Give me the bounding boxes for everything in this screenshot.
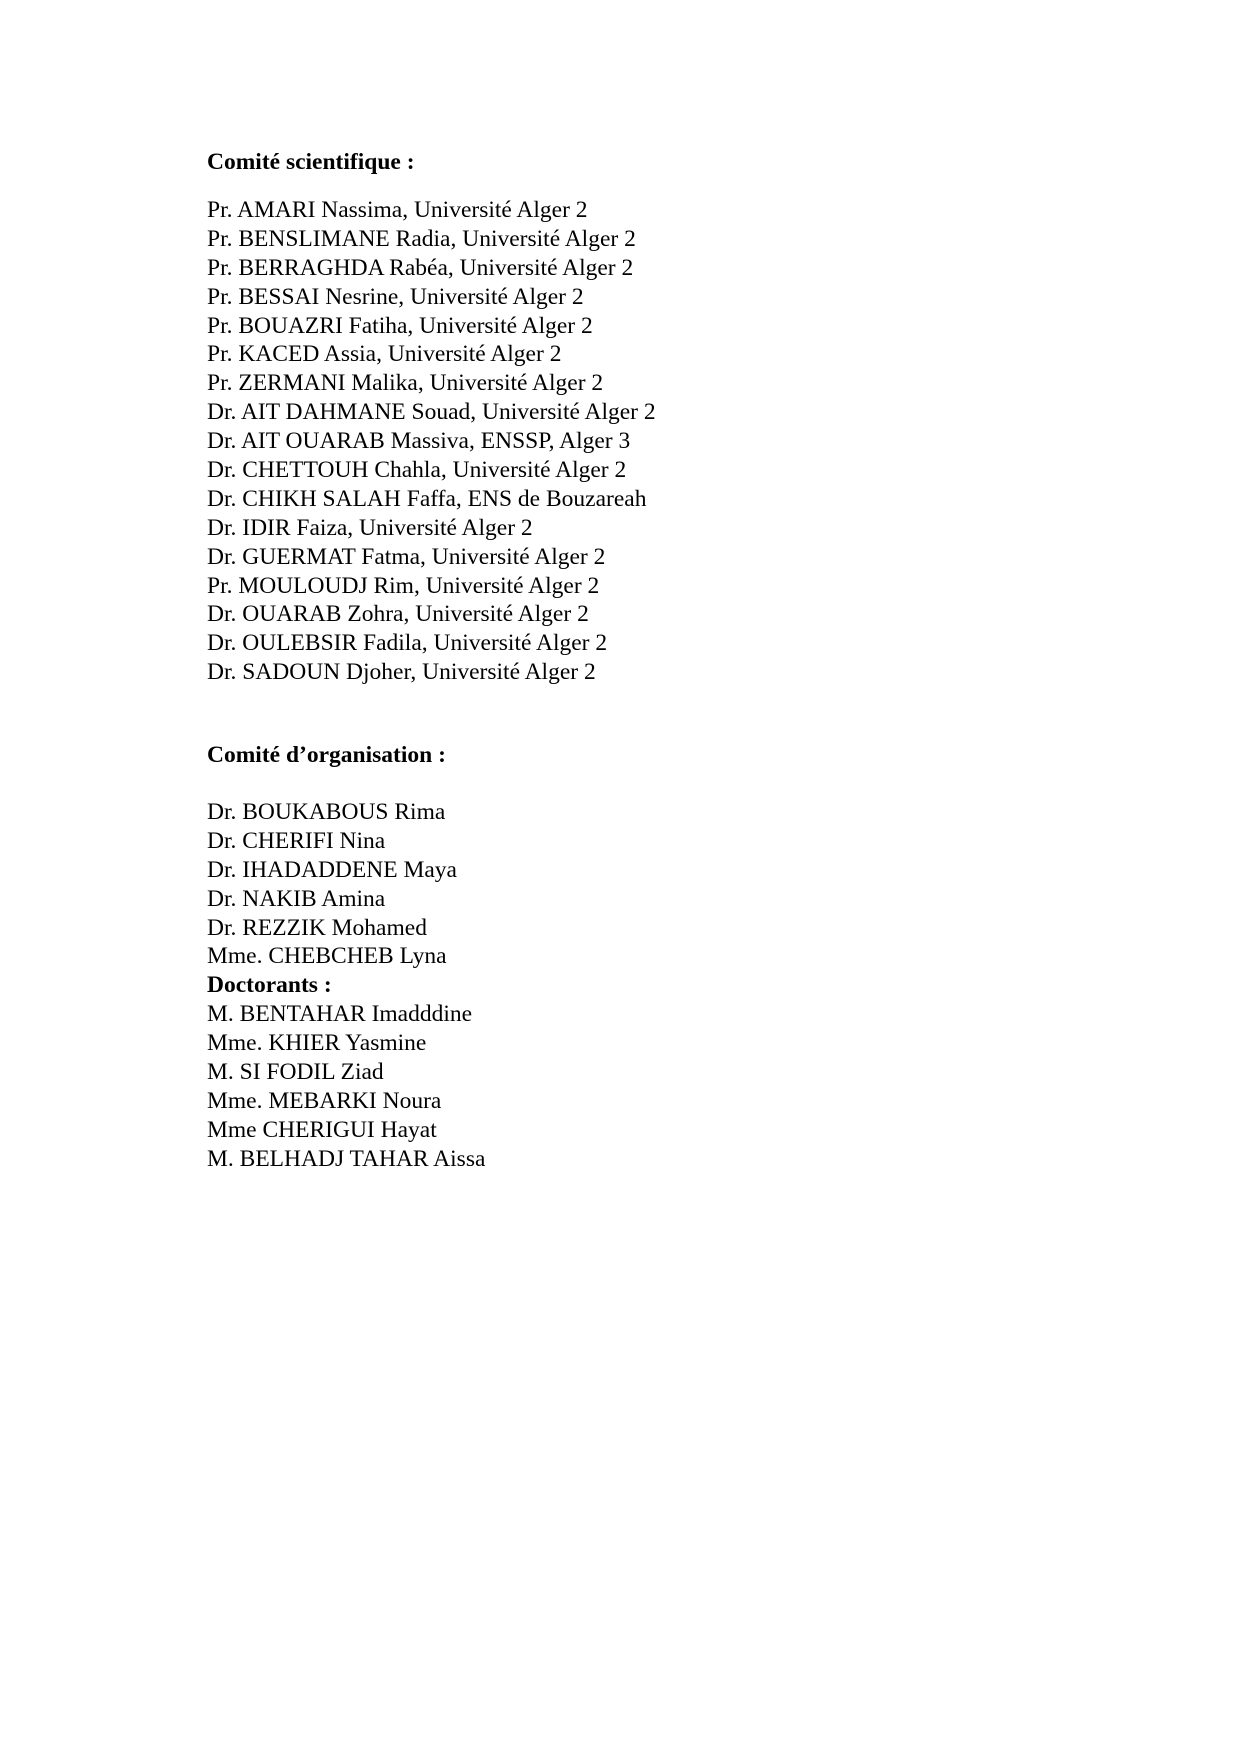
- doctoral-students-heading: Doctorants :: [207, 972, 332, 999]
- list-item: Dr. OUARAB Zohra, Université Alger 2: [207, 601, 589, 628]
- list-item: Mme. MEBARKI Noura: [207, 1087, 442, 1114]
- list-item: Dr. IDIR Faiza, Université Alger 2: [207, 514, 533, 541]
- list-item: Mme. KHIER Yasmine: [207, 1030, 427, 1057]
- list-item: Dr. NAKIB Amina: [207, 885, 386, 912]
- list-item: Pr. BENSLIMANE Radia, Université Alger 2: [207, 225, 636, 252]
- list-item: Dr. AIT OUARAB Massiva, ENSSP, Alger 3: [207, 428, 631, 455]
- list-item: Mme. CHEBCHEB Lyna: [207, 943, 447, 970]
- list-item: Dr. OULEBSIR Fadila, Université Alger 2: [207, 630, 608, 657]
- list-item: M. BENTAHAR Imadddine: [207, 1001, 473, 1028]
- list-item: Dr. IHADADDENE Maya: [207, 856, 457, 883]
- scientific-committee-heading: Comité scientifique :: [207, 149, 415, 175]
- organizing-committee-list: [207, 798, 485, 1174]
- scientific-committee-list: [207, 196, 656, 687]
- list-item: Pr. BOUAZRI Fatiha, Université Alger 2: [207, 312, 593, 339]
- list-item: Dr. AIT DAHMANE Souad, Université Alger 2: [207, 399, 656, 426]
- list-item: Dr. CHIKH SALAH Faffa, ENS de Bouzareah: [207, 485, 647, 512]
- list-item: M. SI FODIL Ziad: [207, 1059, 384, 1086]
- list-item: Dr. SADOUN Djoher, Université Alger 2: [207, 659, 596, 686]
- list-item: Dr. CHERIFI Nina: [207, 827, 386, 854]
- list-item: Dr. BOUKABOUS Rima: [207, 799, 446, 825]
- list-item: Dr. REZZIK Mohamed: [207, 914, 427, 941]
- organizing-committee-heading: Comité d’organisation :: [207, 742, 446, 768]
- list-item: Pr. ZERMANI Malika, Université Alger 2: [207, 370, 604, 397]
- list-item: Mme CHERIGUI Hayat: [207, 1116, 437, 1143]
- list-item: Dr. GUERMAT Fatma, Université Alger 2: [207, 543, 606, 570]
- list-item: Pr. BERRAGHDA Rabéa, Université Alger 2: [207, 254, 634, 281]
- list-item: Pr. AMARI Nassima, Université Alger 2: [207, 197, 588, 223]
- list-item: Pr. KACED Assia, Université Alger 2: [207, 341, 562, 368]
- list-item: Pr. MOULOUDJ Rim, Université Alger 2: [207, 572, 600, 599]
- list-item: M. BELHADJ TAHAR Aissa: [207, 1145, 486, 1172]
- list-item: Pr. BESSAI Nesrine, Université Alger 2: [207, 283, 584, 310]
- list-item: Dr. CHETTOUH Chahla, Université Alger 2: [207, 457, 627, 484]
